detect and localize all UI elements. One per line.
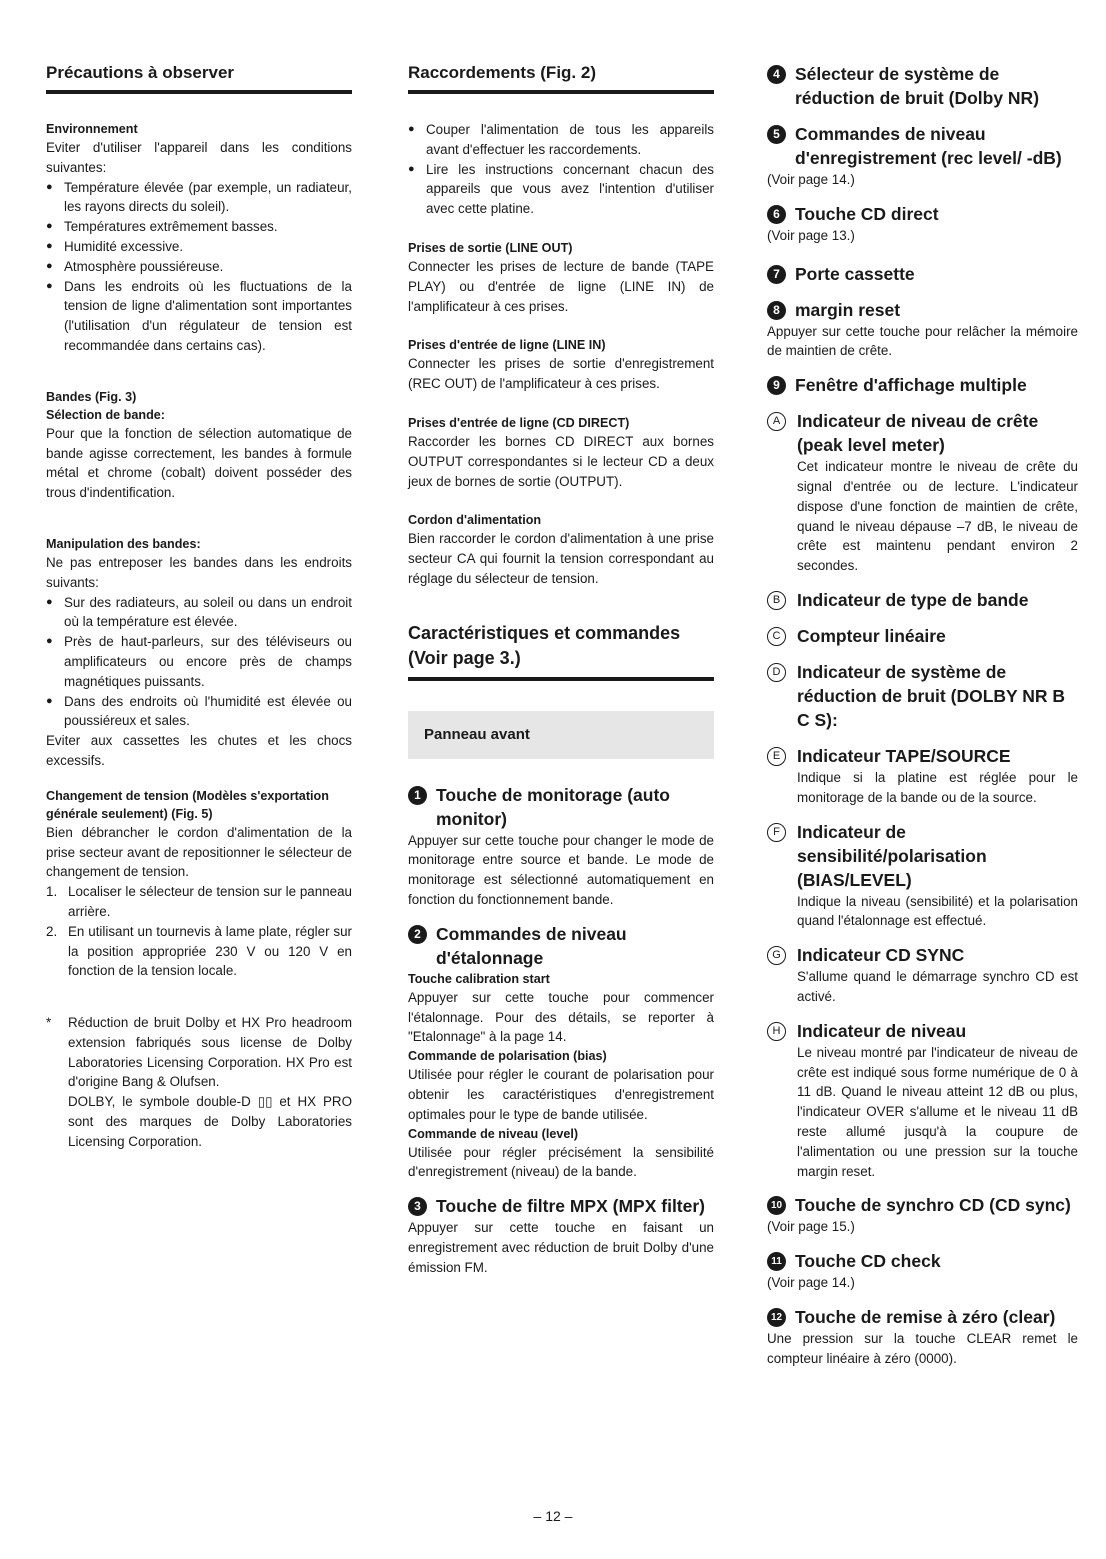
list-item: ● Atmosphère poussiéreuse. (46, 257, 352, 277)
power-cord-text: Bien raccorder le cordon d'alimentation à une prise secteur CA qui fournit la tension correspondant au réglage du sélecteur de tension. (408, 531, 714, 586)
heading-dolby-nr: 4 Sélecteur de système de réduction de bruit (Dolby NR) (767, 62, 1078, 110)
number-badge: 1 (408, 786, 427, 805)
list-item: ● Sur des radiateurs, au soleil ou dans un endroit où la température est élevée. (46, 593, 352, 633)
subheading-line-in: Prises d'entrée de ligne (LINE IN) (408, 338, 606, 353)
subheading-environment: Environnement (46, 122, 138, 136)
list-item: ● Près de haut-parleurs, sur des téléviseurs ou amplificateurs ou encore près de champs magnétiques puissants. (46, 632, 352, 691)
heading-clear: 12 Touche de remise à zéro (clear) (767, 1305, 1078, 1329)
column-precautions (46, 62, 352, 1152)
number-badge: 11 (767, 1252, 786, 1271)
clear-text: Une pression sur la touche CLEAR remet le compteur linéaire à zéro (0000). (767, 1330, 1078, 1366)
heading-bias-level: F Indicateur de sensibilité/polarisation (BIAS/LEVEL) (767, 820, 1078, 892)
heading-level-indicator: H Indicateur de niveau (767, 1019, 1078, 1043)
letter-badge: A (767, 412, 786, 431)
bias-text: Utilisée pour régler le courant de polarisation pour obtenir les caractéristiques d'enregistrement optimales pour le type de bande utilisée. (408, 1067, 714, 1122)
section-title-connections: Raccordements (Fig. 2) (408, 62, 714, 94)
heading-tape-type: B Indicateur de type de bande (767, 588, 1078, 612)
subheading-power-cord: Cordon d'alimentation (408, 513, 542, 528)
panel-front-heading: Panneau avant (408, 711, 714, 759)
environment-intro: Eviter d'utiliser l'appareil dans les conditions suivantes: (46, 140, 352, 175)
cd-sync-ref: (Voir page 15.) (767, 1219, 855, 1235)
auto-monitor-text: Appuyer sur cette touche pour changer le mode de monitorage entre source et bande. Le mode de monitorage est sélectionné automatiquement en fonction du fonctionnement bande. (408, 832, 714, 907)
heading-cassette-door: 7 Porte cassette (767, 262, 1078, 286)
number-badge: 10 (767, 1196, 786, 1215)
heading-mpx-filter: 3 Touche de filtre MPX (MPX filter) (408, 1194, 714, 1218)
heading-linear-counter: C Compteur linéaire (767, 624, 1078, 648)
heading-calibration: 2 Commandes de niveau d'étalonnage (408, 922, 714, 970)
level-text: Utilisée pour régler précisément la sensibilité d'enregistrement (niveau) de la bande. (408, 1144, 714, 1180)
subheading-cd-direct: Prises d'entrée de ligne (CD DIRECT) (408, 415, 630, 430)
subheading-calibration-start: Touche calibration start (408, 971, 550, 986)
letter-badge: C (767, 627, 786, 646)
letter-badge: H (767, 1022, 786, 1041)
number-badge: 8 (767, 301, 786, 320)
rec-level-text: (Voir page 14.) (767, 172, 855, 187)
heading-cd-check: 11 Touche CD check (767, 1249, 1078, 1273)
subheading-bias: Commande de polarisation (bias) (408, 1049, 607, 1064)
number-badge: 4 (767, 65, 786, 84)
subheading-voltage-change: Changement de tension (Modèles s'exportation générale seulement) (Fig. 5) (46, 788, 329, 821)
list-item: ● Température élevée (par exemple, un radiateur, les rayons directs du soleil). (46, 178, 352, 218)
connections-list (408, 120, 714, 219)
section-title-features: Caractéristiques et commandes (Voir page 3.) (408, 621, 714, 681)
bias-level-text: Indique la niveau (sensibilité) et la polarisation quand l'étalonnage est effectué. (797, 893, 1078, 929)
tape-source-text: Indique si la platine est réglée pour le monitorage de la bande ou de la source. (797, 769, 1078, 805)
letter-badge: F (767, 823, 786, 842)
subheading-line-out: Prises de sortie (LINE OUT) (408, 240, 573, 255)
subheading-tapes: Bandes (Fig. 3) (46, 389, 137, 404)
column-controls (767, 62, 1078, 1369)
footnote-dolby (46, 1013, 352, 1152)
list-item: ● Humidité excessive. (46, 237, 352, 257)
section-title-precautions: Précautions à observer (46, 62, 352, 94)
heading-cd-sync: 10 Touche de synchro CD (CD sync) (767, 1193, 1078, 1217)
subheading-tape-handling: Manipulation des bandes: (46, 536, 201, 551)
heading-margin-reset: 8 margin reset (767, 298, 1078, 322)
list-item: ● Dans des endroits où l'humidité est élevée ou poussiéreux et sales. (46, 692, 352, 732)
page-number: – 12 – (533, 1508, 573, 1524)
list-item: 1. Localiser le sélecteur de tension sur le panneau arrière. (46, 884, 352, 919)
subheading-tape-selection: Sélection de bande: (46, 407, 165, 422)
tape-handling-list (46, 593, 352, 732)
line-out-text: Connecter les prises de lecture de bande (TAPE PLAY) ou d'entrée de ligne (LINE IN) de l'amplificateur à ces prises. (408, 258, 714, 314)
number-badge: 2 (408, 925, 427, 944)
number-badge: 3 (408, 1197, 427, 1216)
heading-cd-direct: 6 Touche CD direct (767, 202, 1078, 226)
cd-direct-ref: (Voir page 13.) (767, 227, 855, 243)
subheading-level: Commande de niveau (level) (408, 1126, 579, 1141)
tape-handling-intro: Ne pas entreposer les bandes dans les endroits suivants: (46, 554, 352, 590)
footnote-text-2: DOLBY, le symbole double-D ▯▯ et HX PRO sont des marques de Dolby Laboratories Licensing Corporation. (68, 1094, 352, 1149)
list-item: ● Températures extrêmement basses. (46, 217, 352, 237)
margin-reset-text: Appuyer sur cette touche pour relâcher la mémoire de maintien de crête. (767, 323, 1078, 359)
heading-rec-level: 5 Commandes de niveau d'enregistrement (rec level/ -dB) (767, 122, 1078, 170)
number-badge: 6 (767, 205, 786, 224)
heading-multi-display: 9 Fenêtre d'affichage multiple (767, 373, 1078, 397)
heading-tape-source: E Indicateur TAPE/SOURCE (767, 744, 1078, 768)
number-badge: 9 (767, 376, 786, 395)
line-in-text: Connecter les prises de sortie d'enregistrement (REC OUT) de l'amplificateur à ces prises. (408, 356, 714, 392)
number-badge: 7 (767, 265, 786, 284)
heading-auto-monitor: 1 Touche de monitorage (auto monitor) (408, 783, 714, 831)
mpx-filter-text: Appuyer sur cette touche en faisant un enregistrement avec réduction de bruit Dolby d'une émission FM. (408, 1220, 714, 1275)
list-item: 2. En utilisant un tournevis à lame plate, régler sur la position appropriée 230 V ou 120 V en fonction de la tension locale. (46, 923, 352, 979)
level-indicator-text: Le niveau montré par l'indicateur de niveau de crête est indiqué sous forme numérique de 0 à 11 dB. Quand le niveau atteint 12 dB ou plus, l'indicateur OVER s'allume et le niveau 11 dB reste allumé jusqu'à la coupure de l'alimentation ou une pression sur la touche margin reset. (797, 1044, 1078, 1179)
heading-cd-sync-indicator: G Indicateur CD SYNC (767, 943, 1078, 967)
column-connections (408, 62, 714, 1278)
footnote-mark: * (46, 1015, 52, 1031)
cd-sync-indicator-text: S'allume quand le démarrage synchro CD est activé. (797, 969, 1078, 1004)
tape-handling-outro: Eviter aux cassettes les chutes et les chocs excessifs. (46, 733, 352, 768)
number-badge: 5 (767, 125, 786, 144)
voltage-steps (46, 882, 352, 981)
list-item: ● Dans les endroits où les fluctuations de la tension de ligne d'alimentation sont importantes (l'utilisation d'un régulateur de tension est recommandée dans certains cas). (46, 277, 352, 356)
heading-nr-indicator: D Indicateur de système de réduction de bruit (DOLBY NR B C S): (767, 660, 1078, 732)
list-item: ● Lire les instructions concernant chacun des appareils que vous avez l'intention d'utiliser avec cette platine. (408, 160, 714, 219)
footnote-text-1: Réduction de bruit Dolby et HX Pro headroom extension fabriqués sous license de Dolby Laboratories Licensing Corporation. HX Pro est d'origine Bang & Olufsen. (68, 1015, 352, 1090)
list-item: ● Couper l'alimentation de tous les appareils avant d'effectuer les raccordements. (408, 120, 714, 160)
peak-level-meter-text: Cet indicateur montre le niveau de crête du signal d'entrée ou de lecture. L'indicateur dispose d'une fonction de maintien de crête, quand le niveau dépause –7 dB, le niveau de crête est maintenu pendant environ 2 secondes. (797, 459, 1078, 574)
letter-badge: G (767, 946, 786, 965)
calibration-start-text: Appuyer sur cette touche pour commencer l'étalonnage. Pour des détails, se reporter à "Etalonnage" à la page 14. (408, 989, 714, 1045)
letter-badge: B (767, 591, 786, 610)
letter-badge: E (767, 747, 786, 766)
number-badge: 12 (767, 1308, 786, 1327)
cd-check-ref: (Voir page 14.) (767, 1275, 855, 1291)
voltage-change-text: Bien débrancher le cordon d'alimentation de la prise secteur avant de repositionner le sélecteur de changement de tension. (46, 824, 352, 880)
heading-peak-level-meter: A Indicateur de niveau de crête (peak level meter) (767, 409, 1078, 457)
tape-selection-text: Pour que la fonction de sélection automatique de bande agisse correctement, les bandes à formule métal et chrome (cobalt) doivent posséder des trous d'indentification. (46, 425, 352, 501)
letter-badge: D (767, 663, 786, 682)
cd-direct-text: Raccorder les bornes CD DIRECT aux bornes OUTPUT correspondantes si le lecteur CD a deux jeux de bornes de sortie (OUTPUT). (408, 433, 714, 489)
environment-list (46, 178, 352, 356)
